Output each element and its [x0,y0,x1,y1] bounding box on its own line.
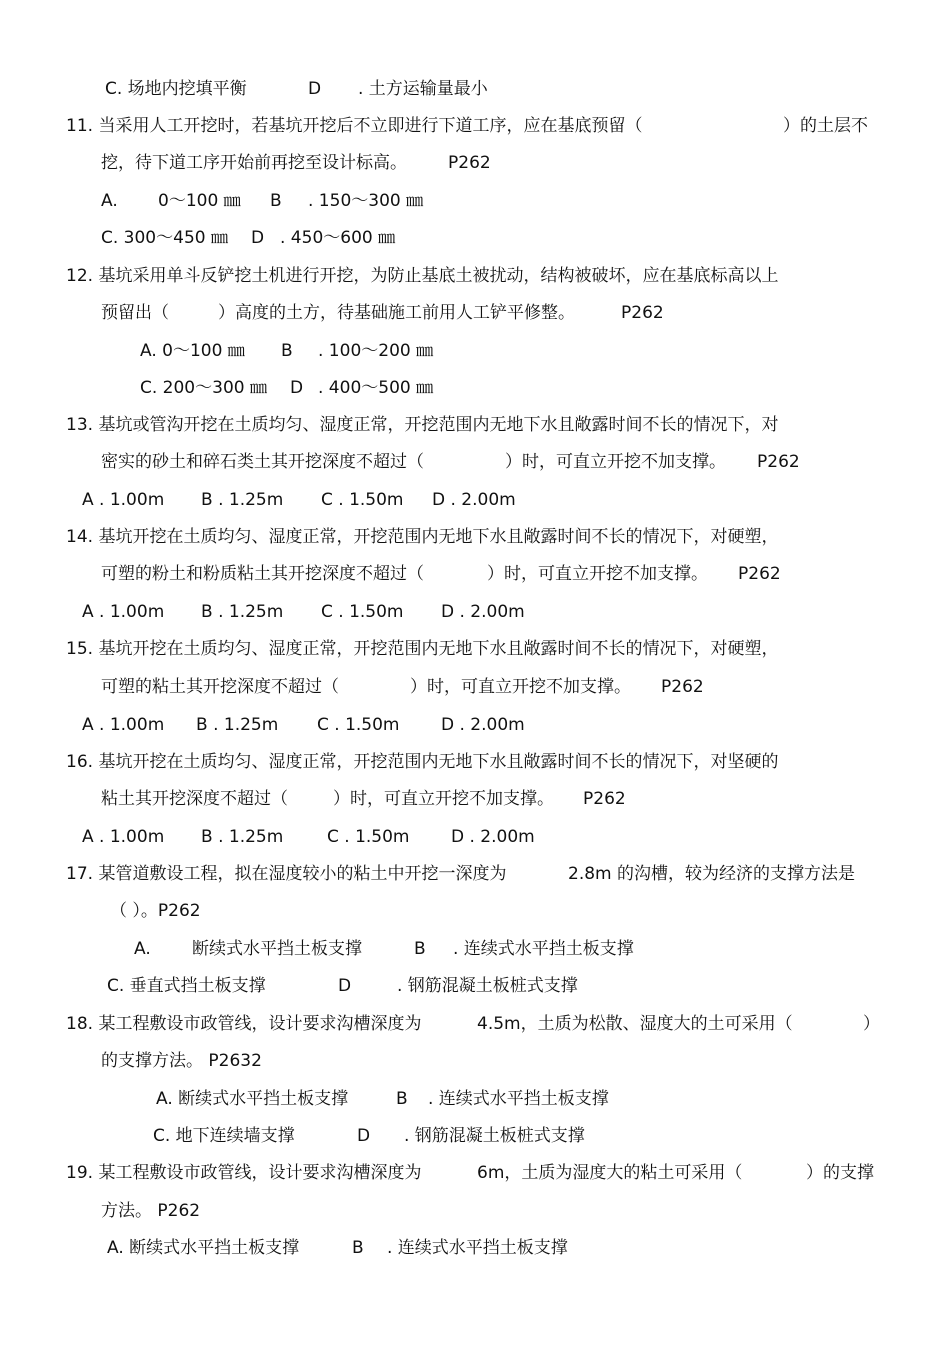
text-line-5-segment-0: 12. 基坑采用单斗反铲挖土机进行开挖，为防止基底土被扰动，结构被破坏，应在基底标高以上 [66,266,779,286]
text-line-11-segment-1: B . 1.25m [201,490,284,510]
text-line-14-segment-1: B . 1.25m [201,602,284,622]
text-line-31-segment-1: B [352,1238,364,1258]
text-line-10-segment-2: P262 [757,452,800,472]
text-line-3-segment-2: B [270,191,282,211]
text-line-19-segment-1: ）时，可直立开挖不加支撑。 [333,789,554,809]
text-line-16-segment-2: P262 [661,677,704,697]
text-line-28-segment-0: C. 地下连续墙支撑 [153,1126,295,1146]
text-line-2-segment-1: P262 [448,153,491,173]
text-line-6-segment-0: 预留出（ [101,303,169,323]
text-line-26-segment-0: 的支撑方法。 P2632 [101,1051,262,1071]
text-line-13-segment-1: ）时，可直立开挖不加支撑。 [487,564,708,584]
text-line-4-segment-2: . 450～600 ㎜ [280,228,396,248]
text-line-0-segment-1: D [308,79,322,99]
text-line-29-segment-0: 19. 某工程敷设市政管线，设计要求沟槽深度为 [66,1163,422,1183]
text-line-14-segment-0: A . 1.00m [82,602,165,622]
text-line-30-segment-0: 方法。 P262 [101,1201,201,1221]
text-line-29-segment-2: ）的支撑 [806,1163,874,1183]
text-line-7-segment-0: A. 0～100 ㎜ [140,341,245,361]
text-line-27-segment-2: . 连续式水平挡土板支撑 [428,1089,609,1109]
text-line-18-segment-0: 16. 基坑开挖在土质均匀、湿度正常，开挖范围内无地下水且敞露时间不长的情况下，对坚硬的 [66,752,779,772]
text-line-27-segment-1: B [396,1089,408,1109]
text-line-17-segment-0: A . 1.00m [82,715,165,735]
text-line-1-segment-1: ）的土层不 [783,116,868,136]
text-line-23-segment-0: A. [134,939,151,959]
text-line-8-segment-2: . 400～500 ㎜ [318,378,434,398]
text-line-25-segment-2: ） [863,1014,880,1034]
text-line-20-segment-2: C . 1.50m [327,827,410,847]
text-line-10-segment-0: 密实的砂土和碎石类土其开挖深度不超过（ [101,452,424,472]
text-line-11-segment-3: D . 2.00m [432,490,516,510]
text-line-8-segment-0: C. 200～300 ㎜ [140,378,267,398]
text-line-16-segment-1: ）时，可直立开挖不加支撑。 [410,677,631,697]
text-line-17-segment-2: C . 1.50m [317,715,400,735]
text-line-1-segment-0: 11. 当采用人工开挖时，若基坑开挖后不立即进行下道工序，应在基底预留（ [66,116,643,136]
text-line-3-segment-1: 0～100 ㎜ [158,191,241,211]
text-line-31-segment-0: A. 断续式水平挡土板支撑 [107,1238,300,1258]
text-line-3-segment-0: A. [101,191,118,211]
text-line-2-segment-0: 挖，待下道工序开始前再挖至设计标高。 [101,153,407,173]
text-line-6-segment-2: P262 [621,303,664,323]
text-line-11-segment-2: C . 1.50m [321,490,404,510]
text-line-16-segment-0: 可塑的粘土其开挖深度不超过（ [101,677,339,697]
text-line-14-segment-2: C . 1.50m [321,602,404,622]
text-line-9-segment-0: 13. 基坑或管沟开挖在土质均匀、湿度正常，开挖范围内无地下水且敞露时间不长的情况下，对 [66,415,779,435]
text-line-12-segment-0: 14. 基坑开挖在土质均匀、湿度正常，开挖范围内无地下水且敞露时间不长的情况下，对硬塑， [66,527,779,547]
text-line-20-segment-0: A . 1.00m [82,827,165,847]
text-line-24-segment-2: . 钢筋混凝土板桩式支撑 [397,976,578,996]
text-line-23-segment-3: . 连续式水平挡土板支撑 [453,939,634,959]
text-line-7-segment-2: . 100～200 ㎜ [318,341,434,361]
text-line-20-segment-3: D . 2.00m [451,827,535,847]
text-line-22-segment-0: （ ）。P262 [110,901,201,921]
text-line-0-segment-0: C. 场地内挖填平衡 [105,79,247,99]
text-line-3-segment-3: . 150～300 ㎜ [308,191,424,211]
text-line-6-segment-1: ）高度的土方，待基础施工前用人工铲平修整。 [218,303,575,323]
text-line-31-segment-2: . 连续式水平挡土板支撑 [387,1238,568,1258]
text-line-23-segment-1: 断续式水平挡土板支撑 [192,939,362,959]
text-line-15-segment-0: 15. 基坑开挖在土质均匀、湿度正常，开挖范围内无地下水且敞露时间不长的情况下，对硬塑， [66,639,779,659]
text-line-11-segment-0: A . 1.00m [82,490,165,510]
text-line-10-segment-1: ）时，可直立开挖不加支撑。 [505,452,726,472]
text-line-17-segment-1: B . 1.25m [196,715,279,735]
text-line-14-segment-3: D . 2.00m [441,602,525,622]
text-line-23-segment-2: B [414,939,426,959]
text-line-24-segment-1: D [338,976,352,996]
text-line-13-segment-0: 可塑的粉土和粉质粘土其开挖深度不超过（ [101,564,424,584]
text-line-24-segment-0: C. 垂直式挡土板支撑 [107,976,266,996]
text-line-27-segment-0: A. 断续式水平挡土板支撑 [156,1089,349,1109]
text-line-4-segment-1: D [251,228,265,248]
text-line-8-segment-1: D [290,378,304,398]
text-line-21-segment-1: 2.8m 的沟槽，较为经济的支撑方法是 [568,864,855,884]
text-line-7-segment-1: B [281,341,293,361]
text-line-0-segment-2: . 土方运输量最小 [358,79,488,99]
text-line-21-segment-0: 17. 某管道敷设工程，拟在湿度较小的粘土中开挖一深度为 [66,864,507,884]
text-line-28-segment-1: D [357,1126,371,1146]
text-line-19-segment-0: 粘土其开挖深度不超过（ [101,789,288,809]
text-line-20-segment-1: B . 1.25m [201,827,284,847]
text-line-25-segment-1: 4.5m，土质为松散、湿度大的土可采用（ [477,1014,793,1034]
text-line-29-segment-1: 6m，土质为湿度大的粘土可采用（ [477,1163,743,1183]
text-line-13-segment-2: P262 [738,564,781,584]
text-line-4-segment-0: C. 300～450 ㎜ [101,228,228,248]
text-line-28-segment-2: . 钢筋混凝土板桩式支撑 [404,1126,585,1146]
text-line-19-segment-2: P262 [583,789,626,809]
text-line-25-segment-0: 18. 某工程敷设市政管线，设计要求沟槽深度为 [66,1014,422,1034]
text-line-17-segment-3: D . 2.00m [441,715,525,735]
